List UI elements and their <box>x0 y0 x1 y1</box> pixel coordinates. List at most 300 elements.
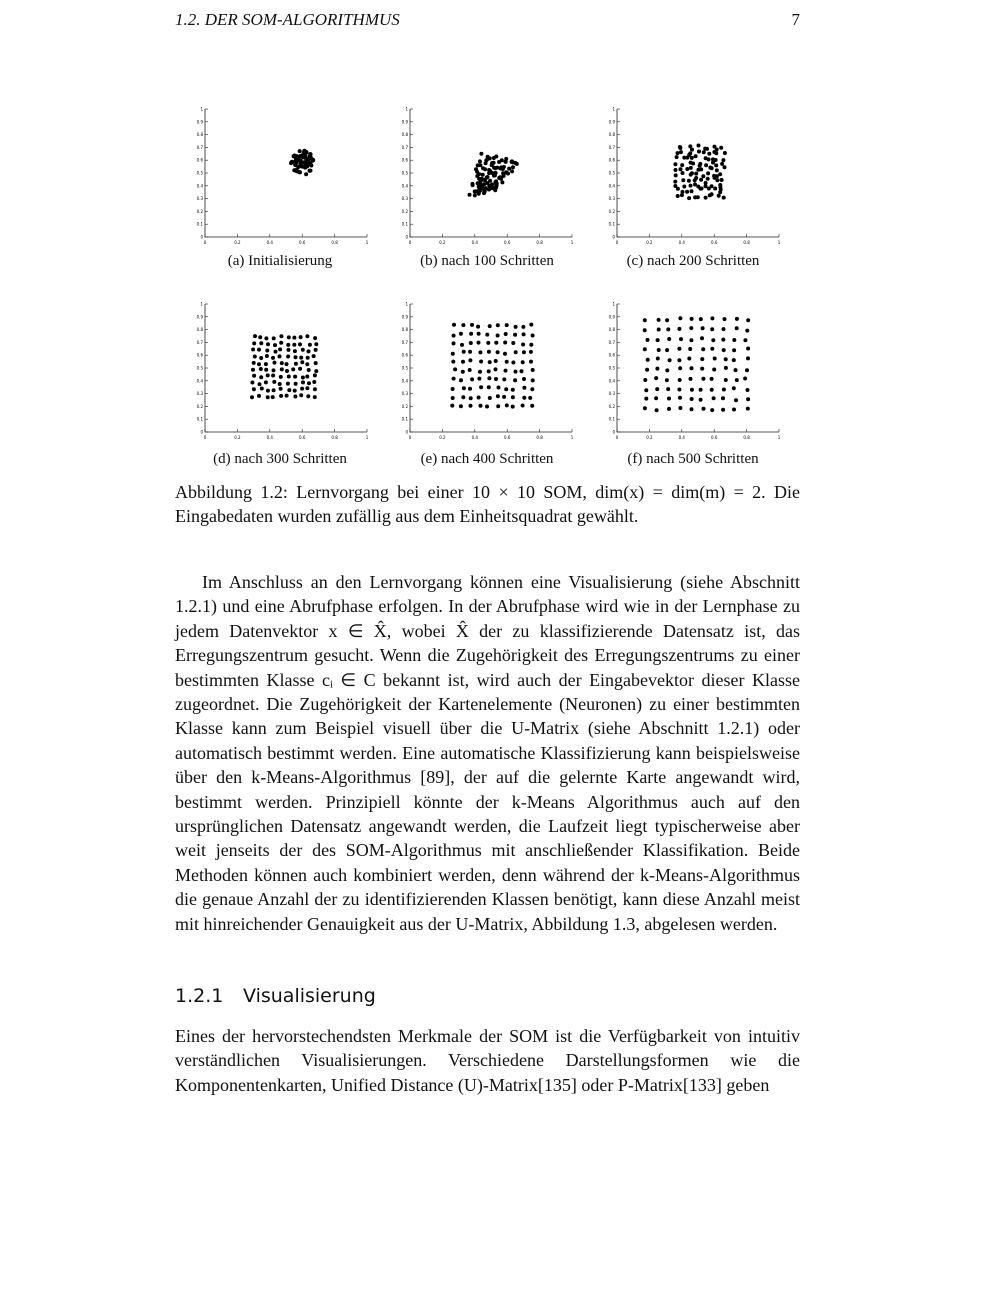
data-point <box>687 179 691 183</box>
data-point <box>511 361 515 365</box>
data-point <box>678 366 682 370</box>
data-point <box>687 196 691 200</box>
x-tick-label: 0.8 <box>536 240 543 245</box>
data-point <box>735 326 739 330</box>
data-point <box>529 323 533 327</box>
data-point <box>477 172 481 176</box>
data-point <box>656 338 660 342</box>
data-point <box>487 369 491 373</box>
y-tick-label: 0 <box>612 429 615 435</box>
subcaption-b: (b) nach 100 Schritten <box>420 253 554 269</box>
data-point <box>666 327 670 331</box>
y-tick-label: 1 <box>612 301 615 307</box>
data-point <box>657 328 661 332</box>
data-point <box>494 341 498 345</box>
data-point <box>313 387 317 391</box>
data-point <box>696 195 700 199</box>
data-point <box>722 348 726 352</box>
data-point <box>529 360 533 364</box>
data-point <box>253 355 257 359</box>
data-point <box>734 398 738 402</box>
y-tick-label: 0.1 <box>196 416 203 422</box>
data-point <box>451 352 455 356</box>
x-tick-label: 0.4 <box>266 435 273 440</box>
y-tick-label: 0.1 <box>608 221 615 227</box>
data-point <box>702 407 706 411</box>
data-point <box>707 157 711 161</box>
data-point <box>469 332 473 336</box>
data-point <box>264 368 268 372</box>
data-point <box>265 354 269 358</box>
data-point <box>675 155 679 159</box>
data-point <box>494 179 498 183</box>
data-point <box>287 335 291 339</box>
axis-lines <box>205 304 367 432</box>
data-point <box>280 361 284 365</box>
data-point <box>654 376 658 380</box>
data-point <box>272 336 276 340</box>
data-point <box>468 368 472 372</box>
data-point <box>503 341 507 345</box>
data-point <box>305 375 309 379</box>
data-point <box>494 171 498 175</box>
data-point <box>681 171 685 175</box>
y-tick-label: 0.4 <box>196 183 203 189</box>
data-point <box>691 162 695 166</box>
data-point <box>306 394 310 398</box>
data-point <box>460 343 464 347</box>
y-tick-label: 0.2 <box>196 208 203 214</box>
scatter-panel-d <box>196 300 378 450</box>
data-point <box>294 355 298 359</box>
data-point <box>308 169 312 173</box>
data-point <box>257 394 261 398</box>
data-point <box>452 341 456 345</box>
x-tick-label: 0.8 <box>331 435 338 440</box>
data-point <box>496 404 500 408</box>
data-point <box>521 404 525 408</box>
data-point <box>712 396 716 400</box>
y-tick-label: 0.9 <box>401 119 408 125</box>
data-point <box>265 349 269 353</box>
data-point <box>680 163 684 167</box>
data-point <box>713 357 717 361</box>
data-point <box>301 348 305 352</box>
y-tick-label: 1 <box>612 106 615 112</box>
x-tick-label: 1 <box>570 435 574 440</box>
data-point <box>690 317 694 321</box>
x-tick-label: 0.4 <box>678 240 685 245</box>
data-point <box>724 357 728 361</box>
x-tick-label: 0.8 <box>743 435 750 440</box>
data-point <box>471 182 475 186</box>
data-point <box>314 361 318 365</box>
data-point <box>697 144 701 148</box>
data-point <box>643 347 647 351</box>
data-point <box>504 387 508 391</box>
x-tick-label: 1 <box>777 240 781 245</box>
data-point <box>701 174 705 178</box>
y-tick-label: 0.6 <box>608 352 615 358</box>
data-point <box>273 343 277 347</box>
data-point <box>286 343 290 347</box>
scatter-panel-f <box>608 300 790 450</box>
data-point <box>257 362 261 366</box>
data-point <box>715 178 719 182</box>
x-tick-label: 0 <box>615 240 619 245</box>
data-point <box>520 369 524 373</box>
data-point <box>688 151 692 155</box>
data-point <box>304 172 308 176</box>
y-tick-label: 0.3 <box>608 196 615 202</box>
data-point <box>505 323 509 327</box>
subcaption-f: (f) nach 500 Schritten <box>627 451 759 467</box>
data-point <box>522 386 526 390</box>
data-point <box>312 354 316 358</box>
data-point <box>479 385 483 389</box>
data-point <box>459 404 463 408</box>
data-point <box>694 176 698 180</box>
subcaption-d: (d) nach 300 Schritten <box>213 451 347 467</box>
data-point <box>250 381 254 385</box>
data-point <box>521 325 525 329</box>
data-point <box>298 367 302 371</box>
data-point <box>732 338 736 342</box>
data-point <box>646 358 650 362</box>
y-tick-label: 0.5 <box>401 365 408 371</box>
data-point <box>710 327 714 331</box>
data-point <box>514 370 518 374</box>
x-tick-label: 1 <box>365 435 369 440</box>
data-point <box>279 341 283 345</box>
data-point <box>735 378 739 382</box>
x-tick-label: 0.2 <box>646 435 653 440</box>
data-point <box>690 388 694 392</box>
data-point <box>676 194 680 198</box>
axis-lines <box>410 304 572 432</box>
data-point <box>704 184 708 188</box>
data-point <box>469 341 473 345</box>
data-point <box>732 386 736 390</box>
y-tick-label: 0.5 <box>401 170 408 176</box>
data-point <box>296 169 300 173</box>
x-tick-label: 0.2 <box>439 435 446 440</box>
data-point <box>717 194 721 198</box>
data-point <box>313 373 317 377</box>
data-point <box>732 408 736 412</box>
data-point <box>298 342 302 346</box>
data-point <box>260 387 264 391</box>
data-point <box>488 179 492 183</box>
body-paragraph-2: Eines der hervorstechendsten Merkmale der SOM ist die Verfügbarkeit von intuitiv verständlichen Visualisierungen. Verschiedene Darstellungsformen wie die Komponentenkarten, Unified Distance (U)-Matrix[135] oder P-Matrix[133] geben <box>175 1026 800 1095</box>
data-point <box>694 154 698 158</box>
data-point <box>307 381 311 385</box>
x-tick-label: 0 <box>615 435 619 440</box>
data-point <box>723 317 727 321</box>
data-point <box>521 360 525 364</box>
data-point <box>285 369 289 373</box>
data-point <box>528 396 532 400</box>
data-point <box>272 380 276 384</box>
data-point <box>705 147 709 151</box>
data-point <box>681 190 685 194</box>
data-point <box>674 173 678 177</box>
data-point <box>678 396 682 400</box>
data-point <box>286 355 290 359</box>
data-point <box>746 397 750 401</box>
y-tick-label: 0.3 <box>196 196 203 202</box>
y-tick-label: 0.2 <box>401 403 408 409</box>
y-tick-label: 0.4 <box>401 378 408 384</box>
data-point <box>699 178 703 182</box>
x-tick-label: 0.6 <box>504 240 511 245</box>
scatter-plot-f <box>608 300 790 445</box>
data-point <box>522 377 526 381</box>
data-point <box>743 377 747 381</box>
y-tick-label: 0.7 <box>608 144 615 150</box>
data-point <box>699 398 703 402</box>
data-point <box>745 368 749 372</box>
data-point <box>485 333 489 337</box>
data-point <box>665 368 669 372</box>
y-tick-label: 0.7 <box>608 339 615 345</box>
data-point <box>307 349 311 353</box>
data-point <box>678 146 682 150</box>
data-point <box>478 370 482 374</box>
y-tick-label: 0.4 <box>608 378 615 384</box>
scatter-plot-c <box>608 105 790 250</box>
data-point <box>502 165 506 169</box>
data-point <box>511 341 515 345</box>
data-point <box>723 165 727 169</box>
data-point <box>685 167 689 171</box>
data-point <box>511 405 515 409</box>
data-point <box>477 396 481 400</box>
data-point <box>272 368 276 372</box>
y-tick-label: 0 <box>200 429 203 435</box>
data-point <box>486 341 490 345</box>
data-point <box>720 162 724 166</box>
x-tick-label: 0.4 <box>266 240 273 245</box>
data-point <box>504 332 508 336</box>
data-point <box>678 378 682 382</box>
data-point <box>746 318 750 322</box>
page-number: 7 <box>791 10 800 29</box>
data-point <box>309 153 313 157</box>
data-point <box>719 146 723 150</box>
data-point <box>488 324 492 328</box>
x-tick-label: 0.4 <box>471 240 478 245</box>
data-point <box>677 327 681 331</box>
y-tick-label: 0.6 <box>401 352 408 358</box>
data-point <box>714 163 718 167</box>
data-point <box>503 352 507 356</box>
x-tick-label: 0.6 <box>504 435 511 440</box>
data-point <box>514 325 518 329</box>
subcaption-c: (c) nach 200 Schritten <box>626 253 760 269</box>
data-point <box>313 336 317 340</box>
data-point <box>657 318 661 322</box>
data-point <box>707 152 711 156</box>
data-point <box>502 377 506 381</box>
data-point <box>462 350 466 354</box>
data-point <box>470 377 474 381</box>
y-tick-label: 0 <box>405 234 408 240</box>
data-point <box>459 378 463 382</box>
data-point <box>481 173 485 177</box>
data-point <box>461 370 465 374</box>
data-point <box>271 356 275 360</box>
data-point <box>494 377 498 381</box>
y-tick-label: 0.7 <box>196 339 203 345</box>
data-point <box>453 367 457 371</box>
data-point <box>291 367 295 371</box>
data-point <box>292 168 296 172</box>
x-tick-label: 0 <box>408 240 412 245</box>
data-point <box>746 388 750 392</box>
data-point <box>673 162 677 166</box>
data-point <box>461 360 465 364</box>
data-point <box>483 167 487 171</box>
data-point <box>474 189 478 193</box>
data-point <box>734 368 738 372</box>
y-tick-label: 0.6 <box>401 157 408 163</box>
data-point <box>643 378 647 382</box>
data-point <box>679 167 683 171</box>
data-point <box>477 332 481 336</box>
data-point <box>479 404 483 408</box>
y-tick-label: 0.4 <box>608 183 615 189</box>
x-tick-label: 0.2 <box>646 240 653 245</box>
data-point <box>710 347 714 351</box>
data-point <box>274 350 278 354</box>
data-point <box>702 150 706 154</box>
x-tick-label: 0 <box>203 240 207 245</box>
y-tick-label: 0 <box>200 234 203 240</box>
scatter-plot-b <box>401 105 583 250</box>
data-point <box>745 329 749 333</box>
scatter-panel-b <box>401 105 583 255</box>
body-paragraph-1: Im Anschluss an den Lernvorgang können eine Visualisierung (siehe Abschnitt 1.2.1) und eine Abrufphase erfolgen. In der Abrufphase wird wie in der Lernphase zu jedem Datenvektor x ∈ X̂, wobei X̂ der zu klassifizierende Datensatz ist, das Erregungszentrum gesucht. Wenn die Zugehörigkeit des Erregungszentrums zu einer bestimmten Klasse cᵢ ∈ C bekannt ist, wird auch der Eingabevektor dieser Klasse zugeordnet. Die Zugehörigkeit der Kartenelemente (Neuronen) zu einer bestimmten Klasse kann zum Beispiel visuell über die U-Matrix (siehe Abschnitt 1.2.1) oder automatisch bestimmt werden. Eine automatische Klassifizierung kann beispielsweise über den k-Means-Algorithmus [89], der auf die gelernte Karte angewandt wird, bestimmt werden. Prinzipiell könnte der k-Means Algorithmus auch auf den ursprünglichen Datensatz angewandt werden, die Laufzeit liegt typischerweise aber weit jenseits der des SOM-Algorithmus mit anschließender Klassifikation. Beide Methoden können auch kombiniert werden, denn während der k-Means-Algorithmus die genaue Anzahl der zu identifizierenden Klassen benötigt, kann diese Anzahl meist mit hinreichender Genauigkeit aus der U-Matrix, Abbildung 1.3, abgelesen werden. <box>175 572 800 934</box>
data-point <box>676 151 680 155</box>
data-point <box>513 333 517 337</box>
x-tick-label: 1 <box>777 435 781 440</box>
data-point <box>461 323 465 327</box>
data-point <box>511 388 515 392</box>
data-point <box>469 396 473 400</box>
data-point <box>531 378 535 382</box>
scatter-plot-a <box>196 105 378 250</box>
data-point <box>468 358 472 362</box>
data-point <box>452 377 456 381</box>
data-point <box>478 350 482 354</box>
data-point <box>287 348 291 352</box>
data-point <box>700 357 704 361</box>
y-tick-label: 0.8 <box>608 327 615 333</box>
y-tick-label: 0.5 <box>196 170 203 176</box>
data-point <box>722 196 726 200</box>
data-point <box>673 180 677 184</box>
data-point <box>721 158 725 162</box>
data-point <box>469 404 473 408</box>
data-point <box>478 163 482 167</box>
data-point <box>644 388 648 392</box>
data-point <box>656 357 660 361</box>
data-point <box>690 397 694 401</box>
data-point <box>485 405 489 409</box>
data-point <box>293 160 297 164</box>
data-point <box>301 380 305 384</box>
data-point <box>498 176 502 180</box>
y-tick-label: 0.2 <box>608 208 615 214</box>
data-point <box>718 183 722 187</box>
y-tick-label: 0.8 <box>608 132 615 138</box>
x-tick-label: 0 <box>203 435 207 440</box>
data-point <box>710 166 714 170</box>
y-tick-label: 0.1 <box>196 221 203 227</box>
data-point <box>701 326 705 330</box>
data-point <box>531 368 535 372</box>
x-tick-label: 0.2 <box>234 435 241 440</box>
data-point <box>706 177 710 181</box>
x-tick-label: 0 <box>408 435 412 440</box>
data-point <box>492 161 496 165</box>
y-tick-label: 1 <box>200 301 203 307</box>
data-point <box>712 368 716 372</box>
data-point <box>298 149 302 153</box>
data-point <box>251 348 255 352</box>
data-point <box>309 162 313 166</box>
y-tick-label: 0.6 <box>608 157 615 163</box>
data-point <box>259 367 263 371</box>
scatter-panel-c <box>608 105 790 255</box>
data-point <box>713 187 717 191</box>
data-point <box>706 171 710 175</box>
data-point <box>287 375 291 379</box>
data-point <box>476 325 480 329</box>
y-tick-label: 0.2 <box>608 403 615 409</box>
y-tick-label: 0.1 <box>401 416 408 422</box>
section-title: Visualisierung <box>243 985 376 1007</box>
data-point <box>710 184 714 188</box>
data-point <box>655 408 659 412</box>
y-tick-label: 0.1 <box>608 416 615 422</box>
data-point <box>715 168 719 172</box>
data-point <box>278 354 282 358</box>
data-point <box>504 170 508 174</box>
data-point <box>490 183 494 187</box>
data-point <box>486 175 490 179</box>
y-tick-label: 0.8 <box>196 132 203 138</box>
data-point <box>470 323 474 327</box>
data-point <box>293 375 297 379</box>
data-point <box>250 395 254 399</box>
x-tick-label: 0.6 <box>299 240 306 245</box>
x-tick-label: 0.8 <box>536 435 543 440</box>
data-point <box>497 386 501 390</box>
running-header <box>175 10 800 32</box>
data-point <box>529 343 533 347</box>
data-point <box>252 374 256 378</box>
data-point <box>690 156 694 160</box>
data-point <box>298 162 302 166</box>
data-point <box>295 156 299 160</box>
data-point <box>699 167 703 171</box>
scatter-panel-e <box>401 300 583 450</box>
data-point <box>531 334 535 338</box>
scatter-plot-e <box>401 300 583 445</box>
data-point <box>314 369 318 373</box>
